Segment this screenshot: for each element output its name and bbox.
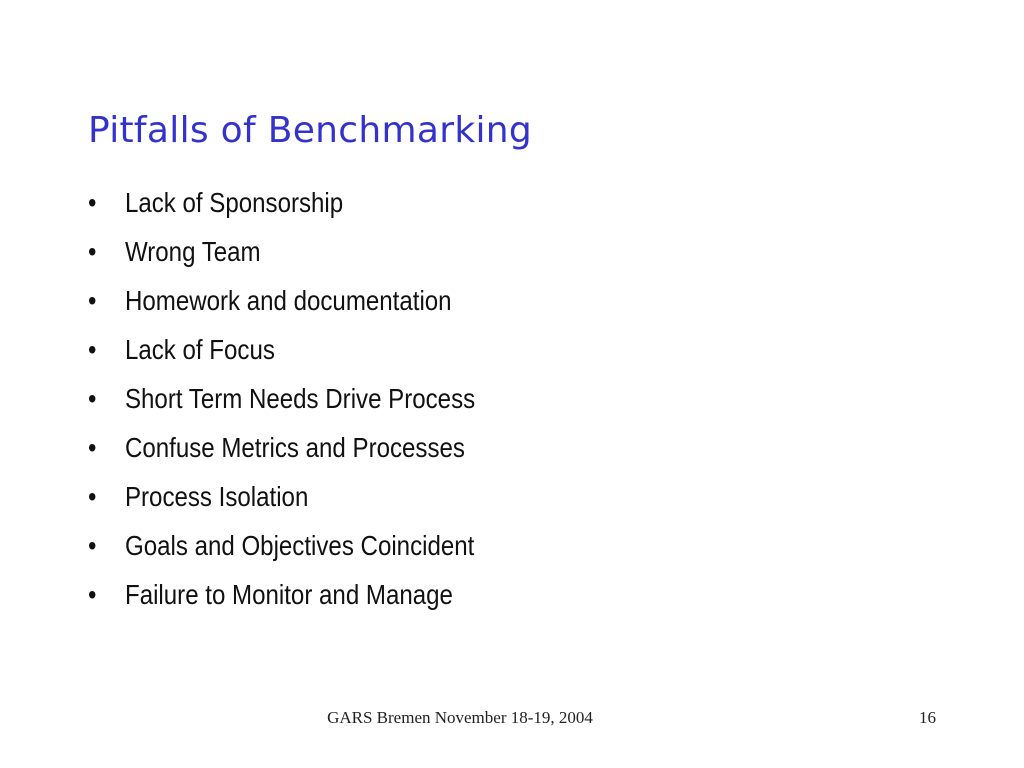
bullet-icon: • — [88, 235, 97, 267]
bullet-item — [88, 325, 475, 374]
bullet-icon: • — [88, 529, 97, 561]
bullet-text: Lack of Sponsorship — [124, 186, 344, 218]
page-number: 16 — [919, 708, 936, 727]
bullet-text: Failure to Monitor and Manage — [124, 578, 453, 610]
bullet-icon: • — [88, 382, 97, 414]
bullet-icon: • — [88, 284, 97, 316]
bullet-text: Goals and Objectives Coincident — [124, 529, 475, 561]
bullet-text: Homework and documentation — [124, 284, 452, 316]
bullet-list — [88, 178, 538, 619]
bullet-text: Confuse Metrics and Processes — [124, 431, 465, 463]
bullet-text: Short Term Needs Drive Process — [124, 382, 476, 414]
bullet-icon: • — [88, 186, 97, 218]
bullet-item — [88, 276, 475, 325]
bullet-item — [88, 374, 475, 423]
bullet-item — [88, 178, 475, 227]
bullet-item — [88, 570, 475, 619]
bullet-icon: • — [88, 431, 97, 463]
bullet-icon: • — [88, 578, 97, 610]
bullet-text: Wrong Team — [124, 235, 261, 267]
footer-text: GARS Bremen November 18-19, 2004 — [327, 708, 593, 727]
bullet-icon: • — [88, 333, 97, 365]
bullet-icon: • — [88, 480, 97, 512]
slide-title: Pitfalls of Benchmarking — [88, 110, 533, 151]
bullet-text: Lack of Focus — [124, 333, 275, 365]
bullet-item — [88, 423, 475, 472]
slide-footer — [0, 708, 920, 728]
bullet-item — [88, 227, 475, 276]
bullet-item — [88, 472, 475, 521]
bullet-text: Process Isolation — [124, 480, 309, 512]
bullet-item — [88, 521, 475, 570]
